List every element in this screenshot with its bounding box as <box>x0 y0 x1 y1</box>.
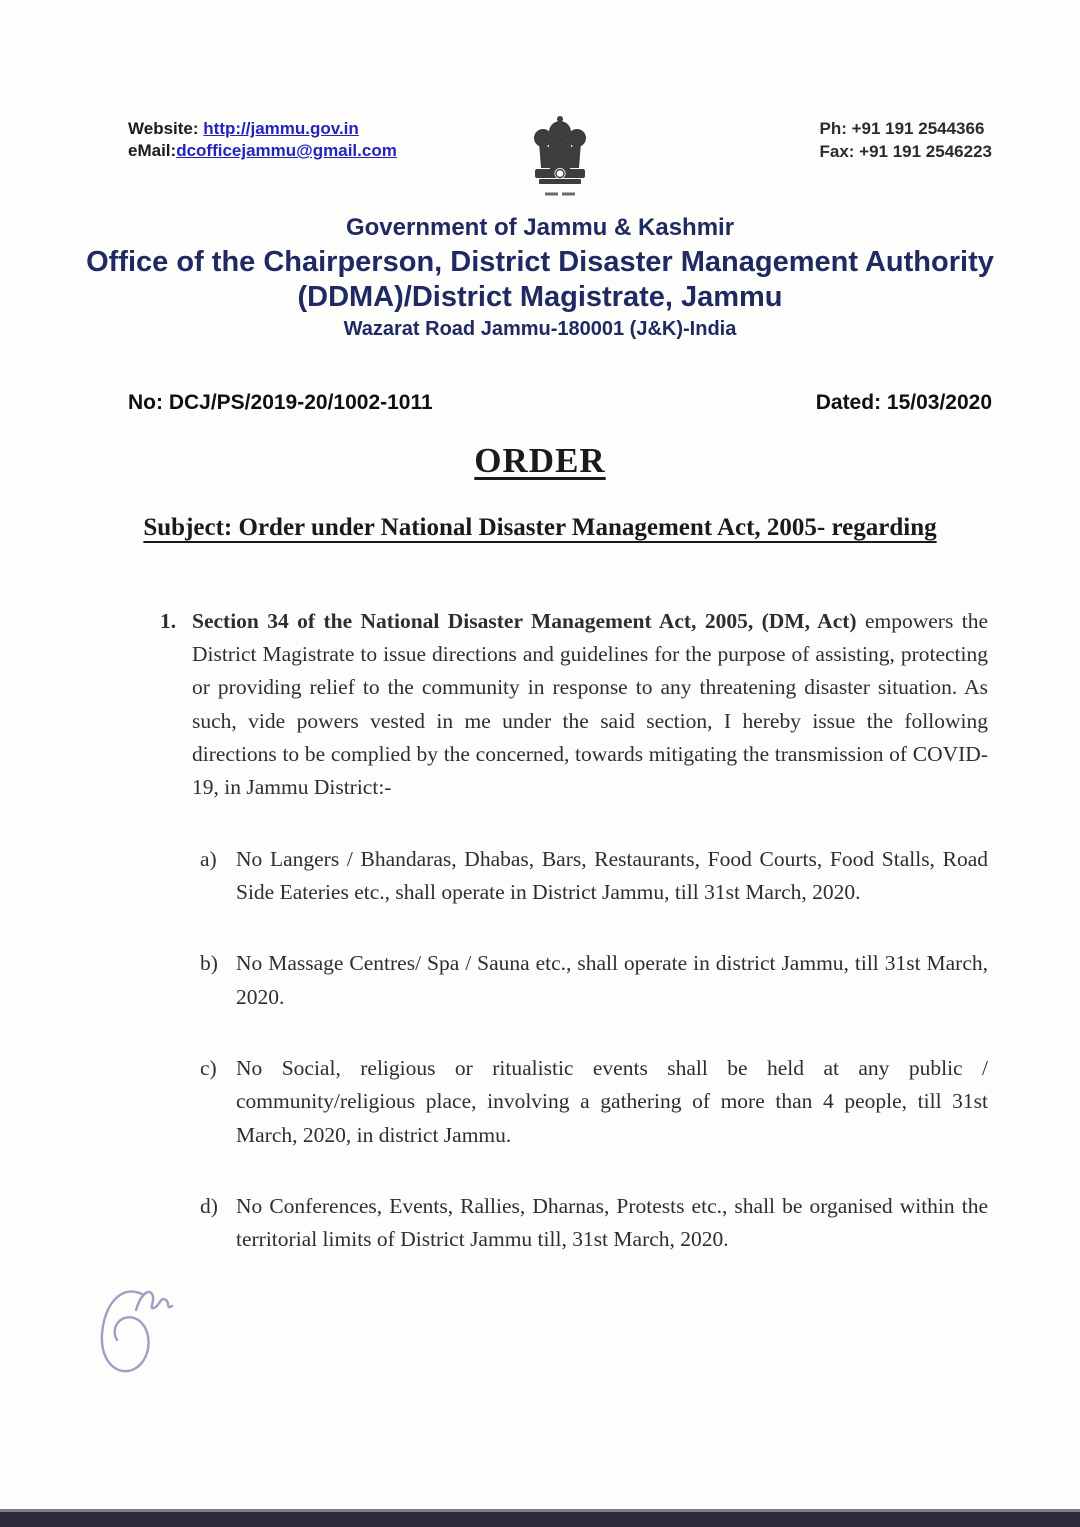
order-title: ORDER <box>474 440 606 480</box>
letterhead-contact-right <box>819 112 992 164</box>
letterhead <box>0 0 1080 206</box>
phone-line: Ph: +91 191 2544366 <box>819 119 985 138</box>
email-line <box>128 140 525 162</box>
order-subitem-d <box>200 1190 988 1257</box>
fax-line: Fax: +91 191 2546223 <box>819 141 992 161</box>
india-state-emblem-icon <box>525 112 595 206</box>
subitem-text: No Massage Centres/ Spa / Sauna etc., shall operate in district Jammu, till 31st March, 2020. <box>236 951 988 1009</box>
subitem-label: c) <box>200 1055 217 1080</box>
reference-date: Dated: 15/03/2020 <box>815 390 992 414</box>
reference-number: No: DCJ/PS/2019-20/1002-1011 <box>128 390 433 414</box>
website-label: Website: <box>128 119 199 138</box>
address-line: Wazarat Road Jammu-180001 (J&K)-India <box>343 317 737 340</box>
email-link[interactable]: dcofficejammu@gmail.com <box>176 141 397 161</box>
government-line: Government of Jammu & Kashmir <box>345 214 735 241</box>
paragraph-bold-lead: Section 34 of the National Disaster Management Act, 2005, (DM, Act) <box>192 608 857 633</box>
order-subitem-b <box>200 947 988 1014</box>
reference-row <box>128 391 992 415</box>
order-subitem-a <box>200 843 988 910</box>
paragraph-number: 1. <box>160 608 177 633</box>
order-paragraph-1 <box>160 605 988 805</box>
email-label: eMail: <box>128 141 177 161</box>
office-line: Office of the Chairperson, District Disaster Management Authority (DDMA)/District Magistrate, Jammu <box>86 246 994 313</box>
order-body <box>160 605 988 1257</box>
order-subitem-c <box>200 1052 988 1152</box>
subitem-text: No Conferences, Events, Rallies, Dharnas, Protests etc., shall be organised within the territorial limits of District Jammu till, 31st March, 2020. <box>236 1193 988 1252</box>
organisation-header <box>0 214 1080 341</box>
subitem-text: No Langers / Bhandaras, Dhabas, Bars, Restaurants, Food Courts, Food Stalls, Road Side Eateries etc., shall operate in District Jammu, till 31st March, 2020. <box>236 846 988 905</box>
subitem-text: No Social, religious or ritualistic events shall be held at any public / community/religious place, involving a gathering of more than 4 people, till 31st March, 2020, in district Jammu. <box>236 1055 988 1147</box>
subitem-label: b) <box>200 951 218 976</box>
subitem-label: d) <box>200 1193 218 1218</box>
letterhead-contact-left <box>128 112 525 162</box>
website-link[interactable]: http://jammu.gov.in <box>203 119 359 138</box>
subject-line: Subject: Order under National Disaster Management Act, 2005- regarding <box>143 513 937 541</box>
website-line <box>128 118 525 140</box>
paragraph-rest: empowers the District Magistrate to issue directions and guidelines for the purpose of assisting, protecting or providing relief to the community in response to any threatening disaster situation. As such, vide powers vested in me under the said section, I hereby issue the following directions to be complied by the concerned, towards mitigating the transmission of COVID-19, in Jammu District:- <box>192 608 988 800</box>
signature-mark <box>90 1276 190 1388</box>
bottom-bar <box>0 1509 1080 1527</box>
subitem-label: a) <box>200 846 217 871</box>
paragraph-text <box>192 605 988 805</box>
